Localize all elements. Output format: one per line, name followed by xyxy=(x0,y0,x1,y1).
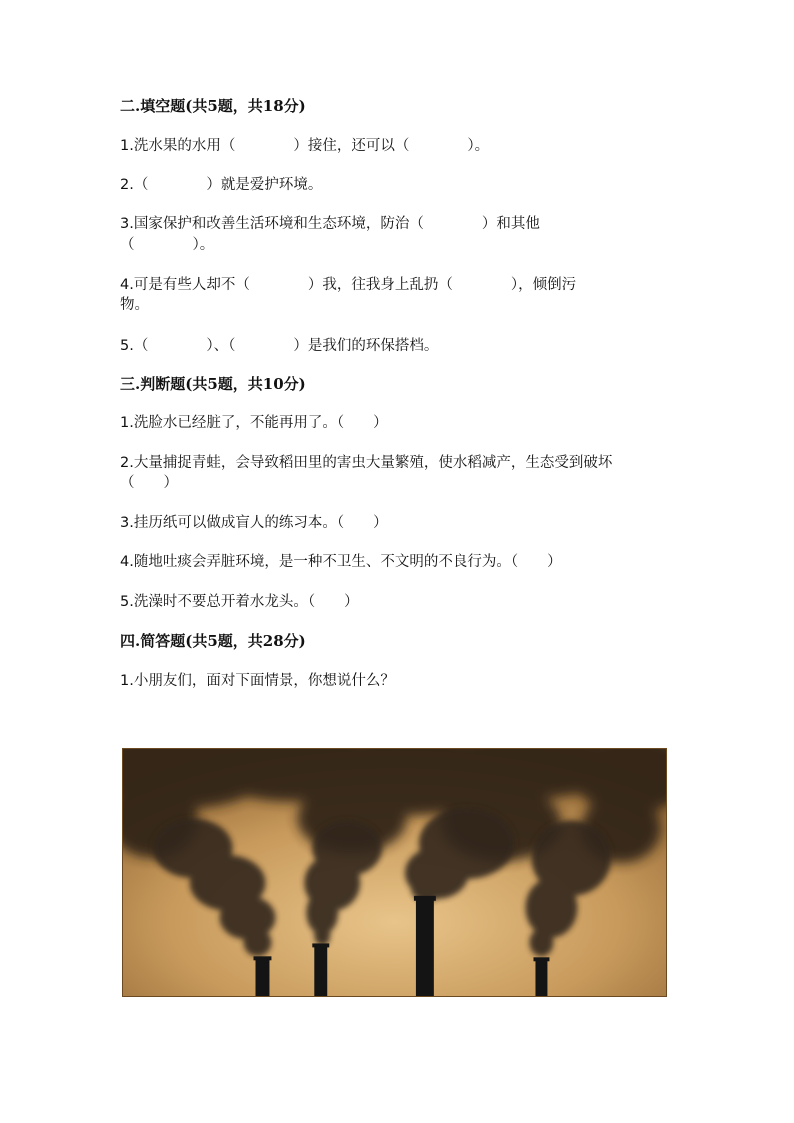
judge-question-4: 4.随地吐痰会弄脏环境，是一种不卫生、不文明的不良行为。（ ） xyxy=(120,554,562,570)
judge-question-2-line2: （ ） xyxy=(120,475,178,491)
chimney-1-cap xyxy=(254,956,272,960)
section-judge-heading: 三.判断题(共5题，共10分) xyxy=(120,375,306,393)
fill-question-4-line2: 物。 xyxy=(120,297,149,313)
chimney-2 xyxy=(314,945,327,996)
short-question-1: 1.小朋友们，面对下面情景，你想说什么？ xyxy=(120,673,395,689)
chimney-4-cap xyxy=(533,957,549,961)
smokestacks-illustration xyxy=(123,749,666,996)
fill-question-1: 1.洗水果的水用（ ）接住，还可以（ ）。 xyxy=(120,138,490,154)
chimney-1 xyxy=(256,958,270,996)
judge-question-3: 3.挂历纸可以做成盲人的练习本。（ ） xyxy=(120,515,388,531)
judge-question-5: 5.洗澡时不要总开着水龙头。（ ） xyxy=(120,594,359,610)
chimney-3-cap xyxy=(414,896,436,901)
chimney-3 xyxy=(416,900,434,996)
fill-question-4-line1: 4.可是有些人却不（ ）我，往我身上乱扔（ ），倾倒污 xyxy=(120,277,577,293)
smokestacks-photo xyxy=(122,748,667,997)
fill-question-3-line1: 3.国家保护和改善生活环境和生态环境，防治（ ）和其他 xyxy=(120,216,540,232)
section-short-heading: 四.简答题(共5题，共28分) xyxy=(120,632,306,650)
judge-question-1: 1.洗脸水已经脏了，不能再用了。（ ） xyxy=(120,415,388,431)
fill-question-3-line2: （ ）。 xyxy=(120,237,215,253)
section-fill-heading: 二.填空题(共5题，共18分) xyxy=(120,97,306,115)
fill-question-2: 2.（ ）就是爱护环境。 xyxy=(120,177,323,193)
judge-question-2-line1: 2.大量捕捉青蛙，会导致稻田里的害虫大量繁殖，使水稻减产，生态受到破坏 xyxy=(120,455,613,471)
fill-question-5: 5.（ ）、（ ）是我们的环保搭档。 xyxy=(120,338,439,354)
chimney-4 xyxy=(535,959,547,996)
chimney-2-cap xyxy=(312,943,329,947)
